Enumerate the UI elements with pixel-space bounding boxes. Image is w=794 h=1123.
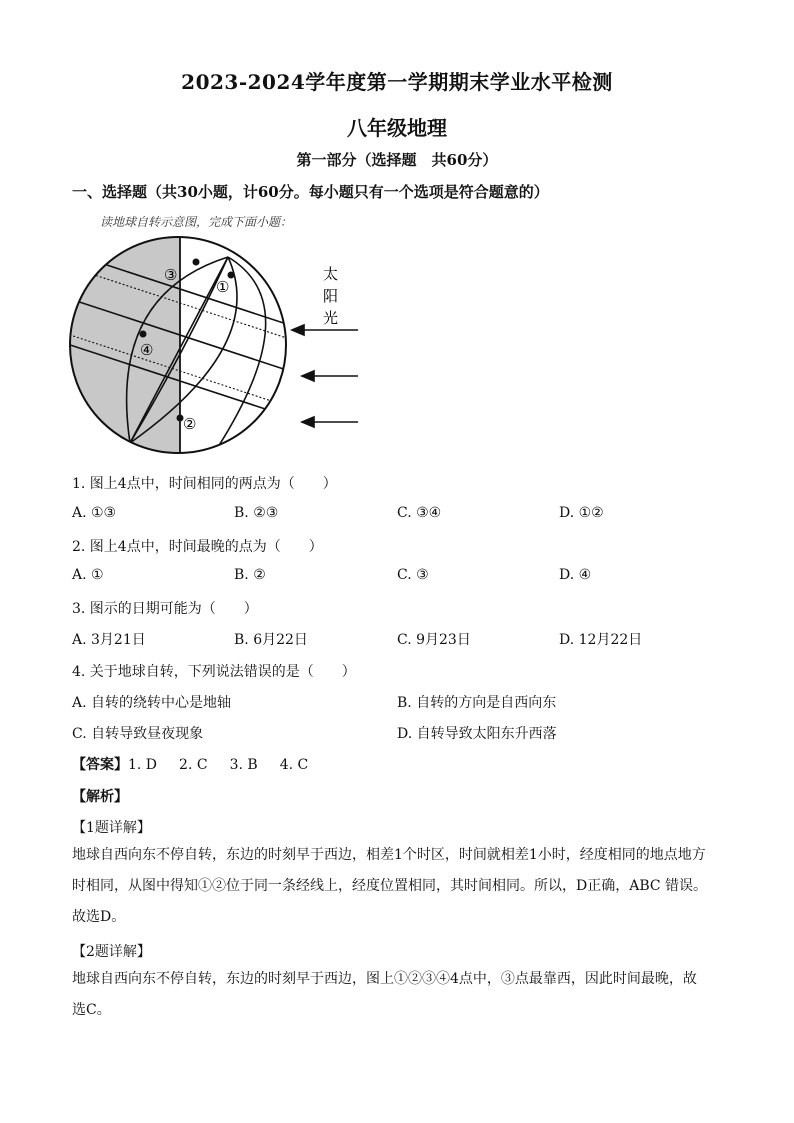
- detail-2-line-2: 选C。: [72, 1002, 111, 1018]
- detail-2-text: [72, 964, 732, 1026]
- section-heading: 一、选择题（共30小题，计60分。每小题只有一个选项是符合题意的）: [72, 183, 549, 201]
- detail-1-label: 【1题详解】: [72, 820, 151, 836]
- question-1-stem: 1. 图上4点中，时间相同的两点为（ ）: [72, 476, 337, 492]
- q4-option-b: B. 自转的方向是自西向东: [397, 695, 557, 711]
- part-heading: 第一部分（选择题 共60分）: [296, 151, 498, 169]
- detail-1-text: [72, 840, 732, 933]
- detail-1-line-2: 时相同，从图中得知①②位于同一条经线上，经度位置相同，其时间相同。所以，D正确，ABC 错误。: [72, 878, 708, 894]
- answer-line: [72, 754, 308, 774]
- q3-option-c: C. 9月23日: [397, 632, 471, 648]
- q2-option-c: C. ③: [397, 567, 429, 583]
- point-label-2: ②: [183, 415, 197, 433]
- question-4-stem: 4. 关于地球自转，下列说法错误的是（ ）: [72, 664, 356, 680]
- sunlight-label-1: 太: [323, 265, 339, 283]
- paper-subtitle: 八年级地理: [347, 116, 447, 140]
- figure-intro: 读地球自转示意图，完成下面小题：: [100, 215, 293, 229]
- answer-label: 【答案】: [72, 757, 128, 773]
- earth-rotation-figure: [68, 235, 368, 460]
- question-3-stem: 3. 图示的日期可能为（ ）: [72, 601, 258, 617]
- detail-2-line-1: 地球自西向东不停自转，东边的时刻早于西边，图上①②③④4点中，③点最靠西，因此时间最晚，故: [72, 971, 697, 987]
- q1-option-d: D. ①②: [559, 505, 604, 521]
- sunlight-label-2: 阳: [323, 287, 339, 305]
- answer-4: 4. C: [279, 757, 309, 773]
- q3-option-b: B. 6月22日: [234, 632, 308, 648]
- q1-option-c: C. ③④: [397, 505, 442, 521]
- paper-title: 2023-2024学年度第一学期期末学业水平检测: [181, 70, 613, 94]
- point-label-3: ③: [164, 266, 178, 284]
- sunlight-label-3: 光: [323, 309, 339, 327]
- q4-option-c: C. 自转导致昼夜现象: [72, 726, 204, 742]
- answer-3: 3. B: [229, 757, 258, 773]
- point-label-1: ①: [216, 278, 230, 296]
- q4-option-d: D. 自转导致太阳东升西落: [397, 726, 557, 742]
- point-3-dot: [193, 259, 200, 266]
- detail-2-label: 【2题详解】: [72, 944, 151, 960]
- q3-option-d: D. 12月22日: [559, 632, 643, 648]
- question-2-stem: 2. 图上4点中，时间最晚的点为（ ）: [72, 539, 323, 555]
- q1-option-a: A. ①③: [72, 505, 117, 521]
- sunlight-arrows: [292, 325, 358, 427]
- answer-1: 1. D: [128, 757, 158, 773]
- analysis-label: 【解析】: [72, 789, 128, 805]
- q4-option-a: A. 自转的绕转中心是地轴: [72, 695, 232, 711]
- detail-1-line-1: 地球自西向东不停自转，东边的时刻早于西边，相差1个时区，时间就相差1小时，经度相同的地点地方: [72, 847, 706, 863]
- q3-option-a: A. 3月21日: [72, 632, 146, 648]
- q2-option-b: B. ②: [234, 567, 266, 583]
- q1-option-b: B. ②③: [234, 505, 279, 521]
- point-label-4: ④: [140, 341, 154, 359]
- q2-option-a: A. ①: [72, 567, 104, 583]
- answer-2: 2. C: [179, 757, 208, 773]
- detail-1-line-3: 故选D。: [72, 909, 126, 925]
- point-4-dot: [140, 331, 147, 338]
- q2-option-d: D. ④: [559, 567, 592, 583]
